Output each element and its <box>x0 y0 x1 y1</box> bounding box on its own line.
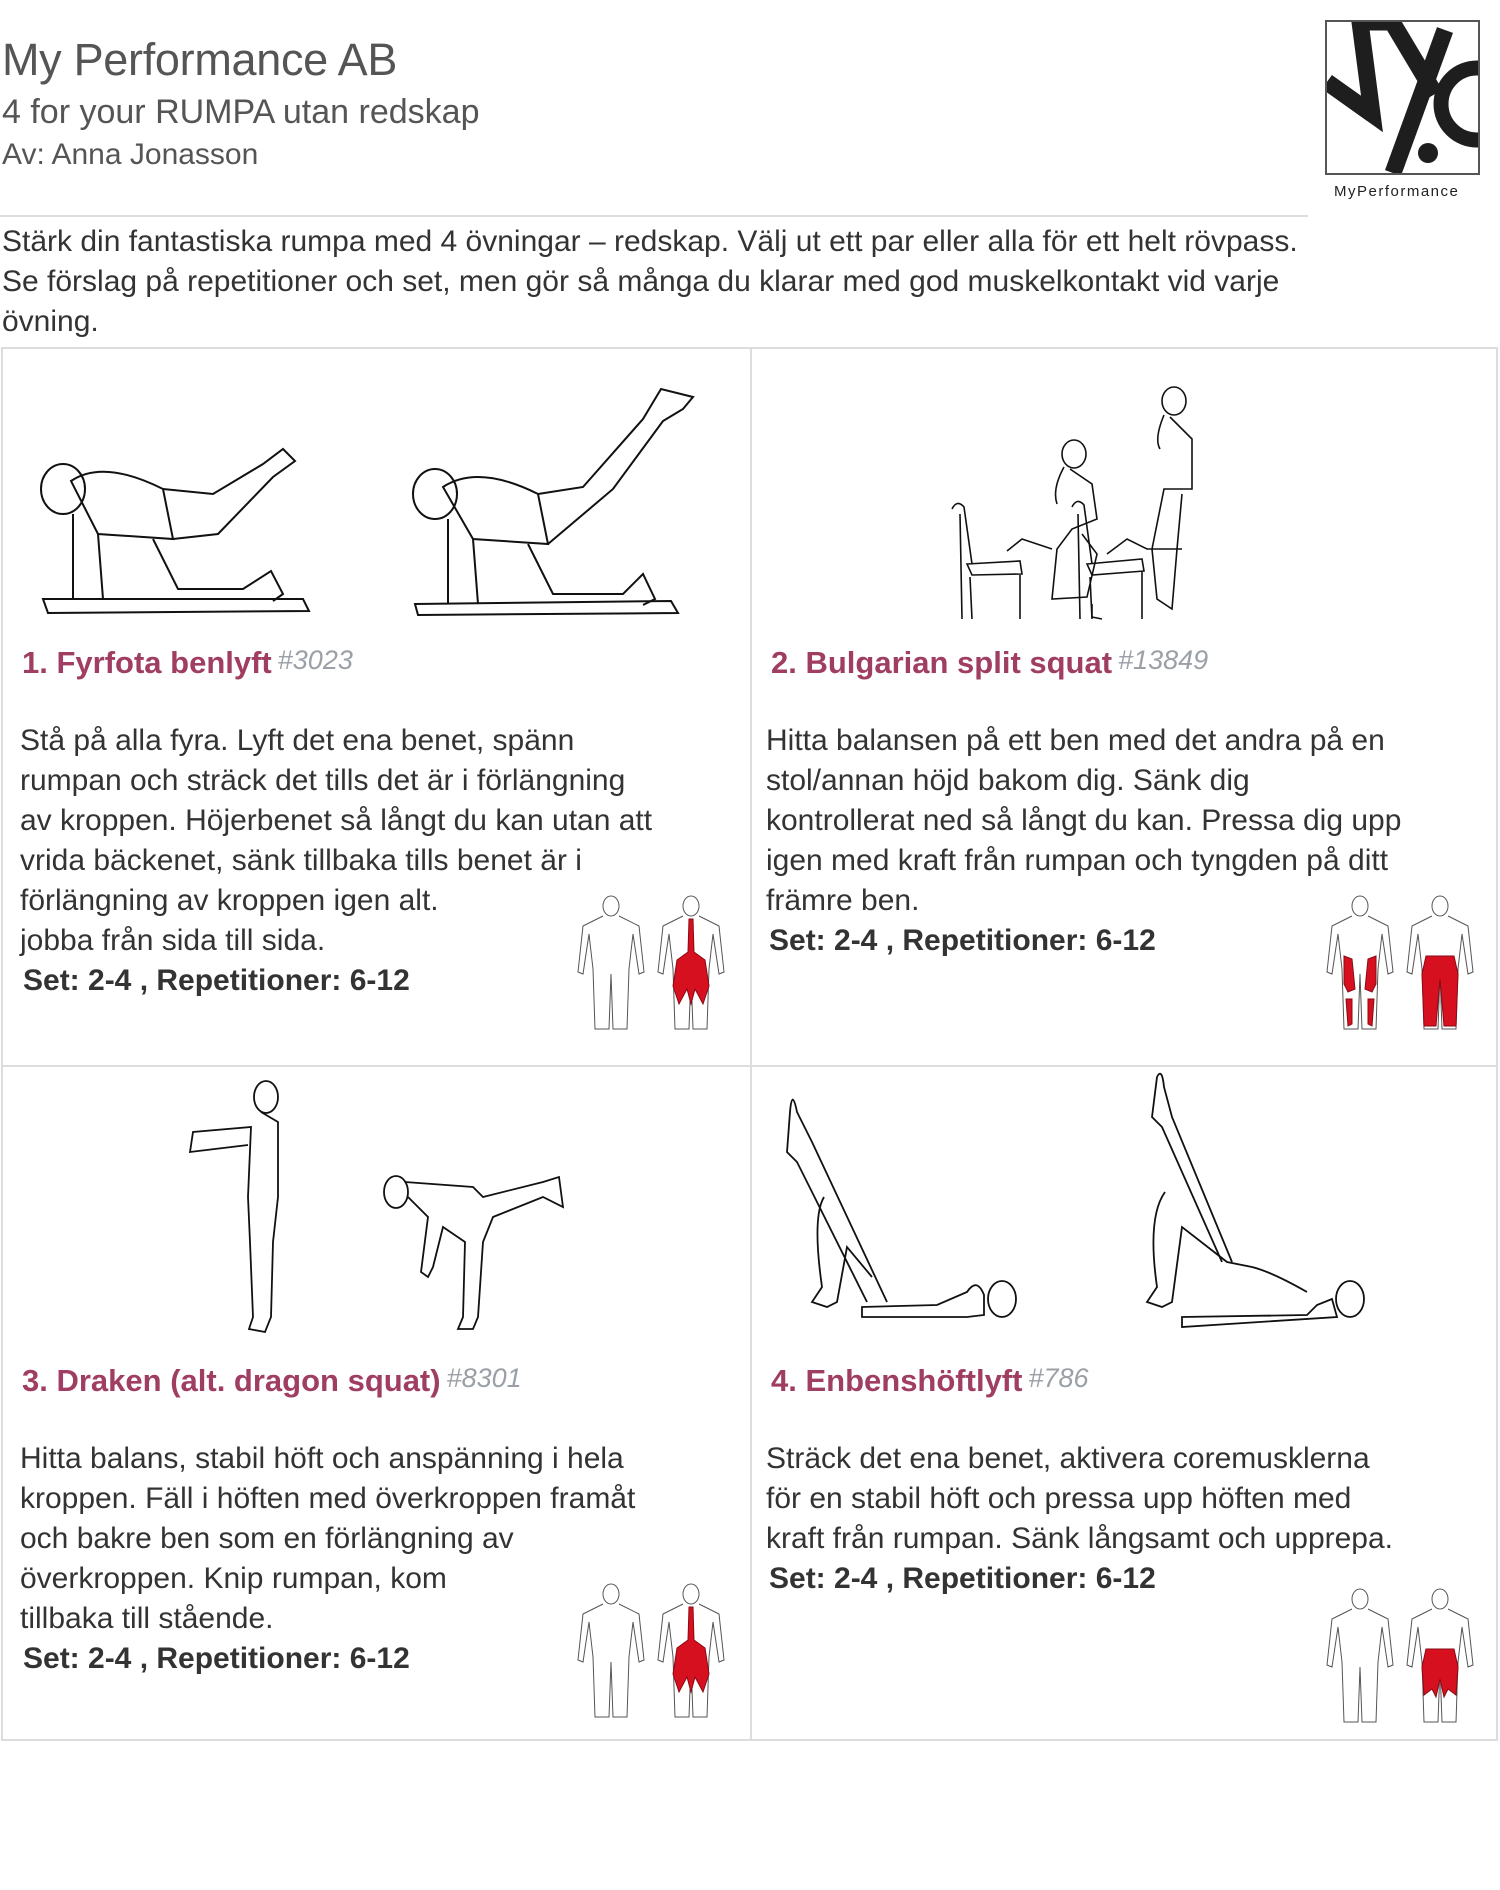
exercise-card <box>752 1067 1500 1739</box>
dragon-squat-illustration <box>3 1067 751 1357</box>
program-title: 4 for your RUMPA utan redskap <box>2 93 480 131</box>
exercise-card <box>752 349 1500 1066</box>
exercise-description: Sträck det ena benet, aktivera coremusklerna för en stabil höft och pressa upp höften med kraft från rumpan. Sänk långsamt och upprepa. Set: 2-4 , Repetitioner: 6-12 <box>766 1439 1481 1599</box>
logo-wordmark: MyPerformance <box>1334 183 1460 200</box>
intro-line: Se förslag på repetitioner och set, men gör så många du klarar med god muskelkontakt vid varje <box>2 265 1280 298</box>
intro-paragraph <box>2 222 1492 342</box>
exercise-card <box>3 349 751 1066</box>
muscle-map-icon <box>573 894 733 1034</box>
sets-reps: Set: 2-4 , Repetitioner: 6-12 <box>769 1562 1156 1595</box>
header-divider <box>0 215 1308 217</box>
bulgarian-split-squat-illustration <box>752 349 1500 639</box>
exercise-id[interactable]: #3023 <box>277 645 353 675</box>
muscle-map-icon <box>1322 894 1482 1034</box>
exercise-id[interactable]: #13849 <box>1118 645 1209 675</box>
exercise-grid <box>1 347 1498 1741</box>
intro-line: Stärk din fantastiska rumpa med 4 övningar – redskap. Välj ut ett par eller alla för ett helt rövpass. <box>2 225 1298 258</box>
myperformance-logo <box>1325 20 1480 175</box>
sets-reps: Set: 2-4 , Repetitioner: 6-12 <box>23 1642 410 1675</box>
exercise-card <box>3 1067 751 1739</box>
exercise-title: 4. Enbenshöftlyft #786 <box>771 1363 1089 1398</box>
company-title: My Performance AB <box>2 34 398 85</box>
exercise-title: 3. Draken (alt. dragon squat) #8301 <box>22 1363 522 1398</box>
sets-reps: Set: 2-4 , Repetitioner: 6-12 <box>23 964 410 997</box>
exercise-description: Hitta balansen på ett ben med det andra på en stol/annan höjd bakom dig. Sänk dig kontrollerat ned så långt du kan. Pressa dig upp igen med kraft från rumpan och tyngden på ditt främre ben. Set: 2-4 , Repetitioner: 6-12 <box>766 721 1481 961</box>
sets-reps: Set: 2-4 , Repetitioner: 6-12 <box>769 924 1156 957</box>
exercise-description: Stå på alla fyra. Lyft det ena benet, spänn rumpan och sträck det tills det är i förlängning av kroppen. Höjerbenet så långt du kan utan att vrida bäckenet, sänk tillbaka tills benet är i förlängning av kroppen igen alt. jobba från sida till sida. Set: 2-4 , Repetitioner: 6-12 <box>20 721 735 1001</box>
exercise-title: 2. Bulgarian split squat #13849 <box>771 645 1209 680</box>
logo-mark-icon <box>1327 22 1478 173</box>
muscle-map-icon <box>573 1582 733 1722</box>
exercise-title: 1. Fyrfota benlyft #3023 <box>22 645 353 680</box>
intro-line: övning. <box>2 305 99 338</box>
exercise-id[interactable]: #786 <box>1028 1363 1089 1393</box>
four-point-leg-lift-illustration <box>3 349 751 639</box>
muscle-map-icon <box>1322 1587 1482 1727</box>
single-leg-hip-thrust-illustration <box>752 1067 1500 1357</box>
page-header <box>0 0 1500 220</box>
exercise-id[interactable]: #8301 <box>446 1363 522 1393</box>
exercise-description: Hitta balans, stabil höft och anspänning i hela kroppen. Fäll i höften med överkroppen framåt och bakre ben som en förlängning av överkroppen. Knip rumpan, kom tillbaka till stående. Set: 2-4 , Repetitioner: 6-12 <box>20 1439 735 1679</box>
author-line: Av: Anna Jonasson <box>2 138 259 171</box>
